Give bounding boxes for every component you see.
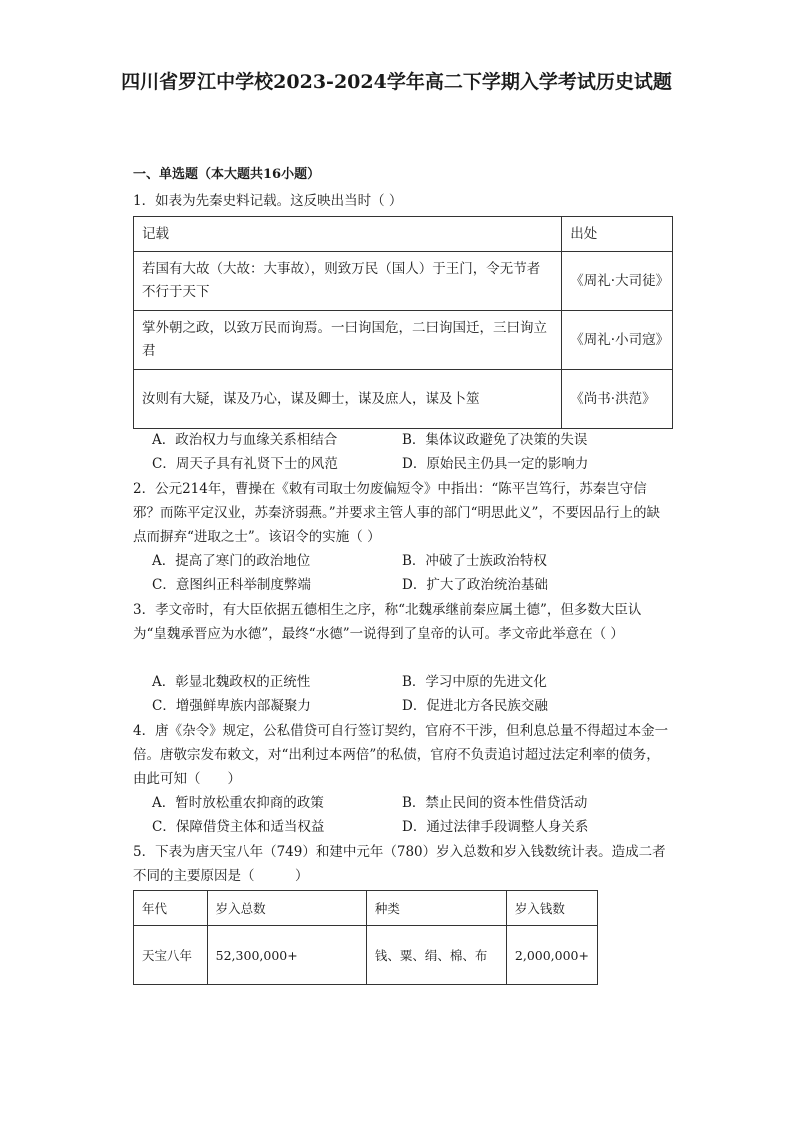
table-row — [134, 370, 673, 429]
option-b: B．禁止民间的资本性借贷活动 — [402, 795, 588, 811]
option-a: A．政治权力与血缘关系相结合 — [152, 432, 338, 448]
option-a: A．彰显北魏政权的正统性 — [152, 674, 311, 690]
option-b: B．冲破了士族政治特权 — [402, 553, 547, 569]
table-header-cell: 岁入钱数 — [506, 891, 597, 926]
question-1-table — [133, 216, 673, 429]
table-cell: 52,300,000+ — [207, 926, 366, 985]
question-4-options — [152, 791, 652, 839]
option-c: C．增强鲜卑族内部凝聚力 — [152, 698, 311, 714]
option-a: A．暂时放松重农抑商的政策 — [152, 795, 324, 811]
table-header-cell: 记载 — [134, 217, 562, 252]
option-a: A．提高了寒门的政治地位 — [152, 553, 311, 569]
table-cell: 若国有大故（大故：大事故），则致万民（国人）于王门，令无节者不行于天下 — [134, 252, 562, 311]
question-5-stem: 5．下表为唐天宝八年（749）和建中元年（780）岁入总数和岁入钱数统计表。造成二者不同的主要原因是（ ） — [133, 844, 666, 884]
question-2-options — [152, 549, 652, 597]
table-header-cell: 种类 — [366, 891, 506, 926]
table-cell: 钱、粟、绢、棉、布 — [366, 926, 506, 985]
option-d: D．促进北方各民族交融 — [402, 698, 548, 714]
table-cell: 掌外朝之政，以致万民而询焉。一曰询国危，二曰询国迁，三曰询立君 — [134, 311, 562, 370]
option-d: D．通过法律手段调整人身关系 — [402, 819, 589, 835]
option-c: C．意图纠正科举制度弊端 — [152, 577, 311, 593]
option-c: C．周天子具有礼贤下士的风范 — [152, 456, 338, 472]
table-cell: 《尚书·洪范》 — [562, 370, 673, 429]
table-row — [134, 926, 598, 985]
question-1-stem: 1．如表为先秦史料记载。这反映出当时（ ） — [133, 193, 403, 209]
table-cell: 汝则有大疑，谋及乃心，谋及卿士，谋及庶人，谋及卜筮 — [134, 370, 562, 429]
table-cell: 《周礼·大司徒》 — [562, 252, 673, 311]
question-3-stem: 3．孝文帝时，有大臣依据五德相生之序，称“北魏承继前秦应属土德”，但多数大臣认为“皇魏承晋应为水德”，最终“水德”一说得到了皇帝的认可。孝文帝此举意在（ ） — [133, 602, 642, 642]
page-title: 四川省罗江中学校2023-2024学年高二下学期入学考试历史试题 — [121, 71, 672, 93]
table-header-cell: 岁入总数 — [207, 891, 366, 926]
question-3-options — [152, 670, 652, 718]
question-2-stem: 2．公元214年，曹操在《敕有司取士勿废偏短令》中指出：“陈平岂笃行，苏秦岂守信邪？而陈平定汉业，苏秦济弱燕。”并要求主管人事的部门“明思此义”，不要因品行上的缺点而摒弃“进取之士”。该诏令的实施（ ） — [133, 481, 660, 545]
option-c: C．保障借贷主体和适当权益 — [152, 819, 325, 835]
table-cell: 《周礼·小司寇》 — [562, 311, 673, 370]
question-1-options — [152, 428, 652, 476]
option-b: B．集体议政避免了决策的失误 — [402, 432, 588, 448]
table-header-cell: 出处 — [562, 217, 673, 252]
table-row — [134, 252, 673, 311]
question-5-table — [133, 890, 598, 985]
table-header-row — [134, 891, 598, 926]
table-header-row — [134, 217, 673, 252]
section-heading: 一、单选题（本大题共16小题） — [133, 167, 321, 182]
option-d: D．扩大了政治统治基础 — [402, 577, 548, 593]
table-row — [134, 311, 673, 370]
option-b: B．学习中原的先进文化 — [402, 674, 547, 690]
table-header-cell: 年代 — [134, 891, 208, 926]
table-cell: 天宝八年 — [134, 926, 208, 985]
option-d: D．原始民主仍具一定的影响力 — [402, 456, 589, 472]
question-4-stem: 4．唐《杂令》规定，公私借贷可自行签订契约，官府不干涉，但利息总量不得超过本金一倍。唐敬宗发布敕文，对“出利过本两倍”的私债，官府不负责追讨超过法定利率的债务，由此可知（ ） — [133, 723, 669, 787]
table-cell: 2,000,000+ — [506, 926, 597, 985]
